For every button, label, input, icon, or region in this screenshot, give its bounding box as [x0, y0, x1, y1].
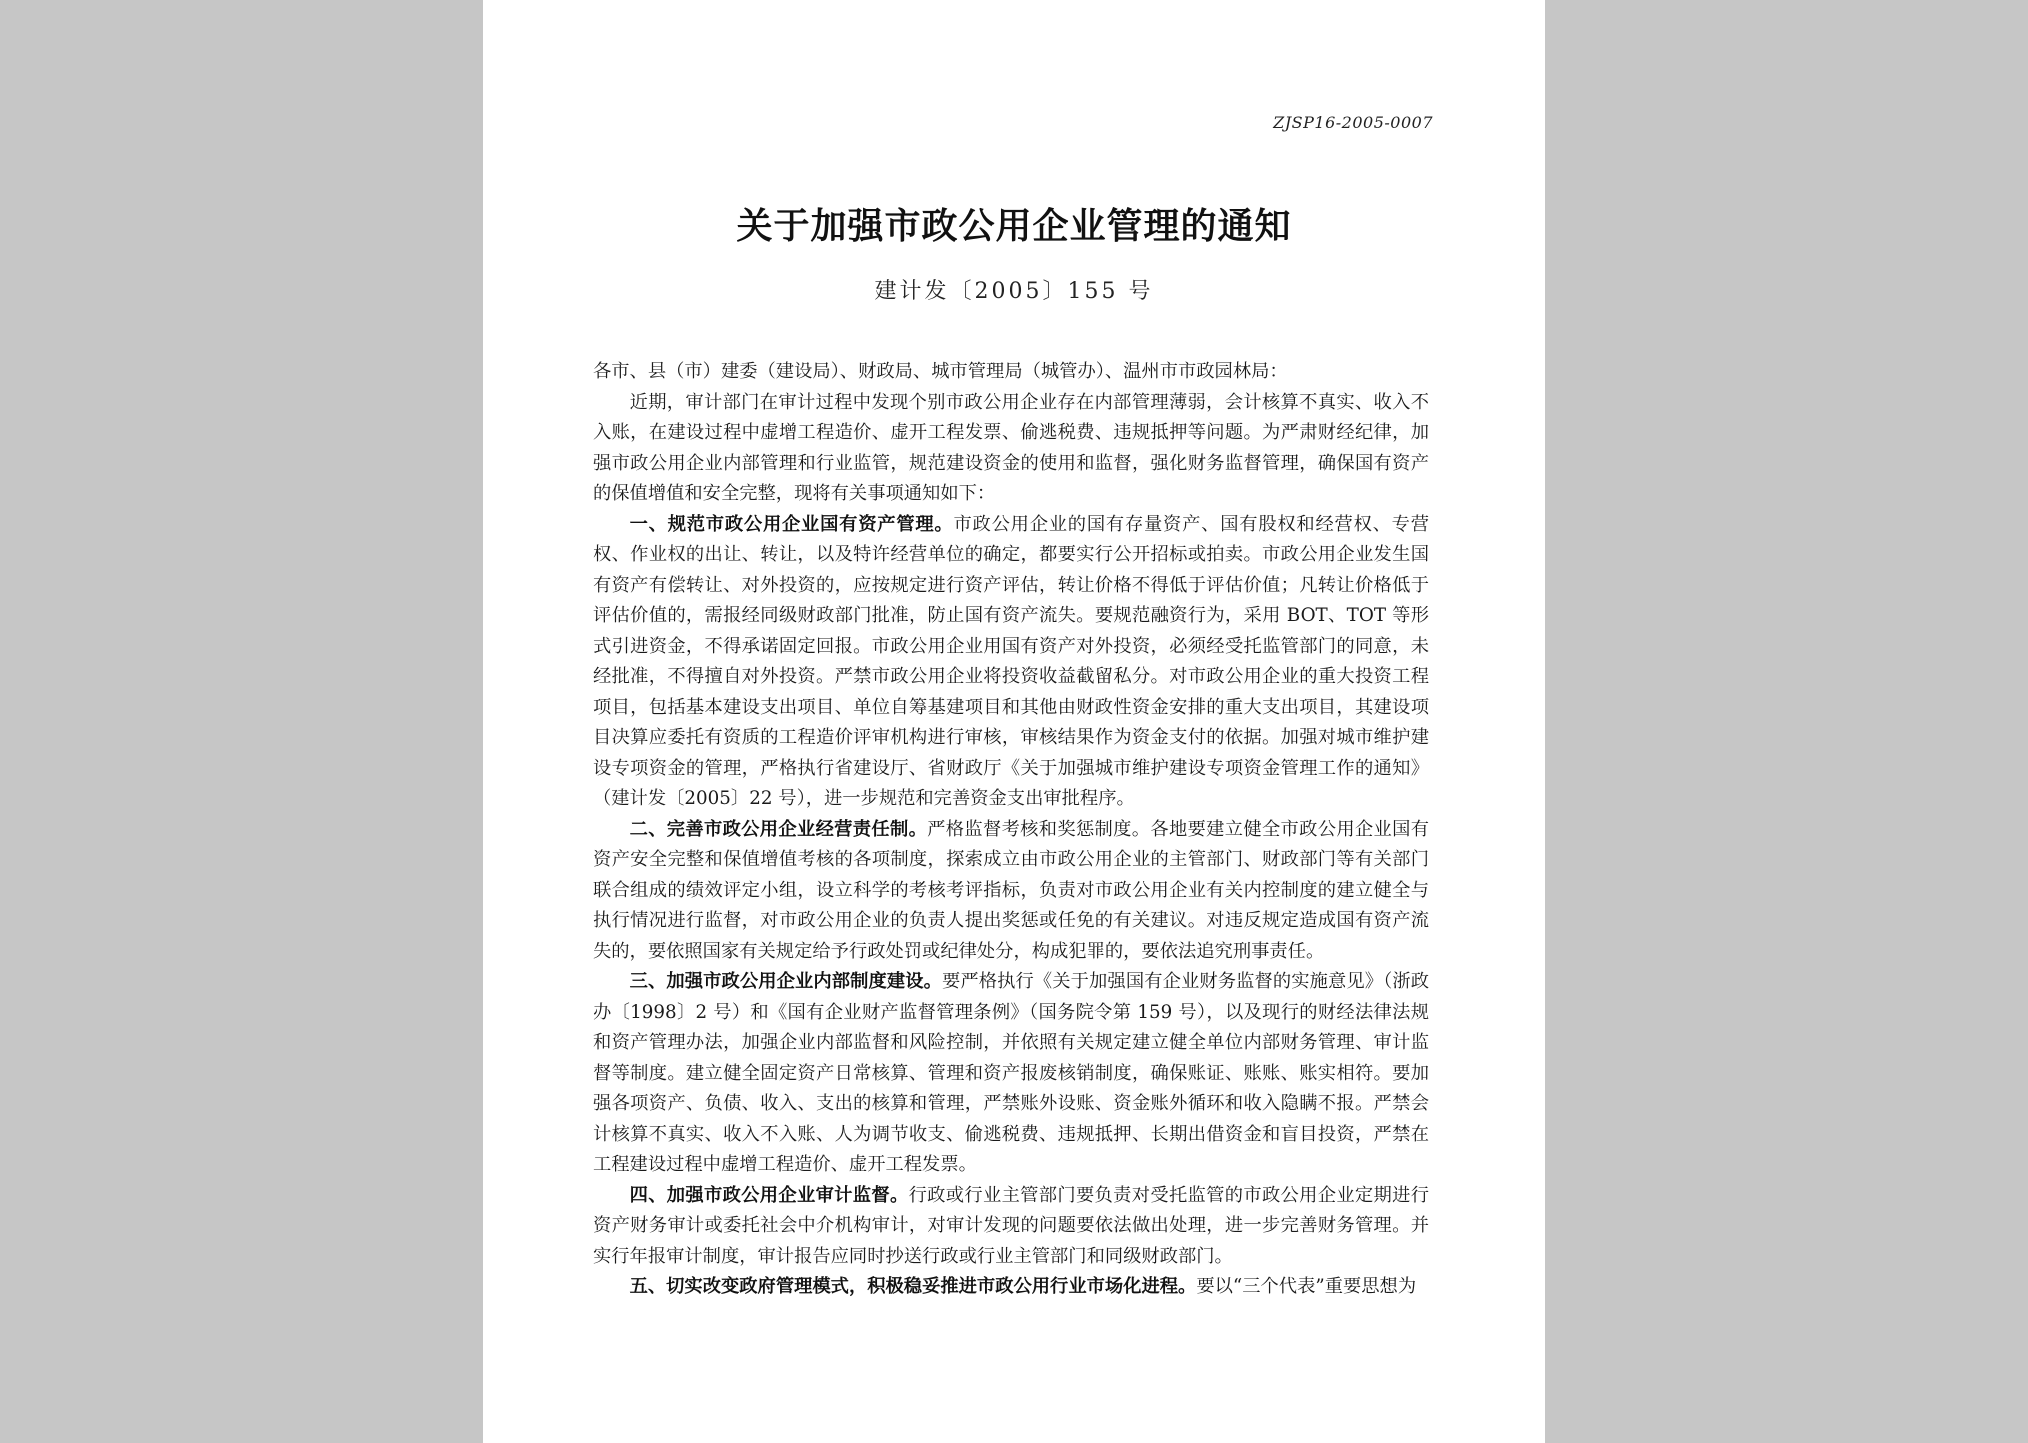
section-1-text: 市政公用企业的国有存量资产、国有股权和经营权、专营权、作业权的出让、转让，以及特许经营单位的确定，都要实行公开招标或拍卖。市政公用企业发生国有资产有偿转让、对外投资的，应按规定进行资产评估，转让价格不得低于评估价值；凡转让价格低于评估价值的，需报经同级财政部门批准，防止国有资产流失。要规范融资行为，采用 BOT、TOT 等形式引进资金，不得承诺固定回报。市政公用企业用国有资产对外投资，必须经受托监管部门的同意，未经批准，不得擅自对外投资。严禁市政公用企业将投资收益截留私分。对市政公用企业的重大投资工程项目，包括基本建设支出项目、单位自筹基建项目和其他由财政性资金安排的重大支出项目，其建设项目决算应委托有资质的工程造价评审机构进行审核，审核结果作为资金支付的依据。加强对城市维护建设专项资金的管理，严格执行省建设厅、省财政厅《关于加强城市维护建设专项资金管理工作的通知》（建计发〔2005〕22 号），进一步规范和完善资金支出审批程序。 — [593, 513, 1430, 809]
section-4-heading: 四、加强市政公用企业审计监督。 — [629, 1184, 909, 1206]
section-2-paragraph — [593, 815, 1429, 968]
section-5-text: 要以“三个代表”重要思想为 — [1196, 1276, 1417, 1297]
section-1-heading: 一、规范市政公用企业国有资产管理。 — [629, 513, 954, 535]
document-body — [593, 357, 1429, 1303]
section-4-paragraph — [593, 1181, 1429, 1273]
section-5-heading: 五、切实改变政府管理模式，积极稳妥推进市政公用行业市场化进程。 — [629, 1276, 1197, 1297]
section-4-text: 行政或行业主管部门要负责对受托监管的市政公用企业定期进行资产财务审计或委托社会中介机构审计，对审计发现的问题要依法做出处理，进一步完善财务管理。并实行年报审计制度，审计报告应同时抄送行政或行业主管部门和同级财政部门。 — [593, 1184, 1430, 1267]
section-2-text: 严格监督考核和奖惩制度。各地要建立健全市政公用企业国有资产安全完整和保值增值考核的各项制度，探索成立由市政公用企业的主管部门、财政部门等有关部门联合组成的绩效评定小组，设立科学的考核考评指标，负责对市政公用企业有关内控制度的建立健全与执行情况进行监督，对市政公用企业的负责人提出奖惩或任免的有关建议。对违反规定造成国有资产流失的，要依照国家有关规定给予行政处罚或纪律处分，构成犯罪的，要依法追究刑事责任。 — [593, 818, 1430, 962]
section-2-heading: 二、完善市政公用企业经营责任制。 — [629, 818, 928, 840]
section-1-paragraph — [593, 510, 1429, 815]
section-5-paragraph — [593, 1272, 1429, 1303]
section-3-heading: 三、加强市政公用企业内部制度建设。 — [629, 971, 943, 992]
document-number: 建计发〔2005〕155 号 — [874, 279, 1154, 304]
document-page — [483, 0, 1545, 1443]
document-title: 关于加强市政公用企业管理的通知 — [736, 205, 1292, 247]
section-3-paragraph — [593, 967, 1429, 1181]
salutation: 各市、县（市）建委（建设局）、财政局、城市管理局（城管办）、温州市市政园林局： — [593, 361, 1288, 382]
section-3-text: 要严格执行《关于加强国有企业财务监督的实施意见》（浙政办〔1998〕2 号）和《国有企业财产监督管理条例》（国务院令第 159 号），以及现行的财经法律法规和资产管理办法，加强企业内部监督和风险控制，并依照有关规定建立健全单位内部财务管理、审计监督等制度。建立健全固定资产日常核算、管理和资产报废核销制度，确保账证、账账、账实相符。要加强各项资产、负债、收入、支出的核算和管理，严禁账外设账、资金账外循环和收入隐瞒不报。严禁会计核算不真实、收入不入账、人为调节收支、偷逃税费、违规抵押、长期出借资金和盲目投资，严禁在工程建设过程中虚增工程造价、虚开工程发票。 — [593, 971, 1430, 1175]
intro-paragraph: 近期，审计部门在审计过程中发现个别市政公用企业存在内部管理薄弱，会计核算不真实、收入不入账，在建设过程中虚增工程造价、虚开工程发票、偷逃税费、违规抵押等问题。为严肃财经纪律，加强市政公用企业内部管理和行业监管，规范建设资金的使用和监督，强化财务监督管理，确保国有资产的保值增值和安全完整，现将有关事项通知如下： — [593, 391, 1429, 504]
document-code: ZJSP16-2005-0007 — [1273, 113, 1433, 132]
